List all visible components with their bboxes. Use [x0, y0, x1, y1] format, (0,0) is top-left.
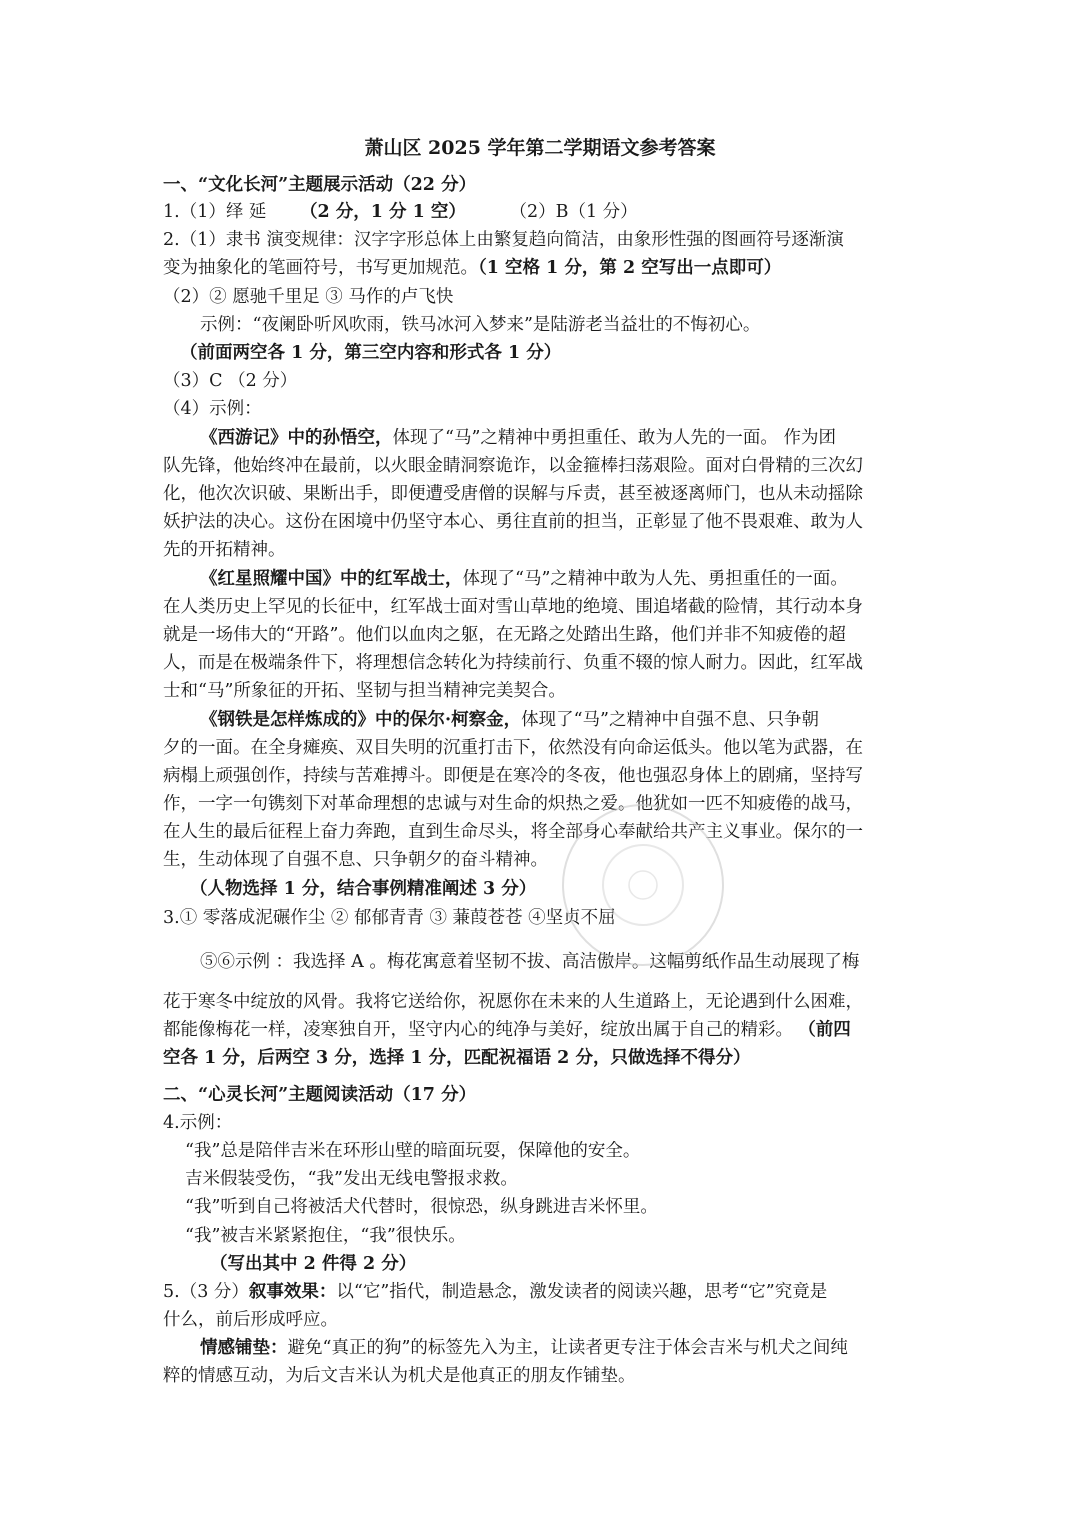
- q2-line-3: （2）② 愿驰千里足 ③ 马作的卢飞快: [163, 287, 454, 307]
- p2-line-4: 人，而是在极端条件下，将理想信念转化为持续前行、负重不辍的惊人耐力。因此，红军战: [163, 653, 863, 673]
- p2-line-1-rest: 体现了“马”之精神中敢为人先、勇担重任的一面。: [462, 569, 848, 589]
- q2-line-2-text: 变为抽象化的笔画符号，书写更加规范。: [163, 258, 478, 278]
- p3-line-3: 病榻上顽强创作，持续与苦难搏斗。即便是在寒冷的冬夜，他也强忍身体上的剧痛，坚持写: [163, 766, 863, 786]
- q2-part-4: （4）示例：: [163, 399, 262, 419]
- q1-part-b: （2）B（1 分）: [509, 202, 638, 222]
- q5-line-3-rest: 避免“真正的狗”的标签先入为主，让读者更专注于体会吉米与机犬之间纯: [287, 1338, 848, 1358]
- q2-score-note: （前面两空各 1 分，第三空内容和形式各 1 分）: [180, 343, 562, 363]
- q5-points: 5.（3 分）: [163, 1282, 249, 1302]
- q3-line-3: 花于寒冬中绽放的风骨。我将它送给你，祝愿你在未来的人生道路上，无论遇到什么困难，: [163, 992, 863, 1012]
- p3-line-2: 夕的一面。在全身瘫痪、双目失明的沉重打击下，依然没有向命运低头。他以笔为武器，在: [163, 738, 863, 758]
- q2-line-2-score: （1 空格 1 分，第 2 空写出一点即可）: [478, 258, 782, 278]
- q4-score: （写出其中 2 件得 2 分）: [210, 1254, 417, 1274]
- p3-character: 《钢铁是怎样炼成的》中的保尔·柯察金，: [200, 710, 522, 730]
- p1-line-2: 队先锋，他始终冲在最前，以火眼金睛洞察诡诈，以金箍棒扫荡艰险。面对白骨精的三次幻: [163, 456, 863, 476]
- q2-line-2: [163, 256, 781, 280]
- p3-line-6: 生，生动体现了自强不息、只争朝夕的奋斗精神。: [163, 850, 548, 870]
- section2-heading: 二、“心灵长河”主题阅读活动（17 分）: [163, 1085, 477, 1105]
- q5-label-1: 叙事效果：: [248, 1282, 337, 1302]
- q1-part-a: 1.（1）绎 延: [163, 202, 267, 222]
- q4-line-3: 吉米假装受伤，“我”发出无线电警报求救。: [185, 1169, 518, 1189]
- q3-line-4-text: 都能像梅花一样，凌寒独自开，坚守内心的纯净与美好，绽放出属于自己的精彩。: [163, 1020, 793, 1040]
- p3-line-5: 在人生的最后征程上奋力奔跑，直到生命尽头，将全部身心奉献给共产主义事业。保尔的一: [163, 822, 863, 842]
- section1-heading: 一、“文化长河”主题展示活动（22 分）: [163, 175, 477, 195]
- q3-line-1: 3.① 零落成泥碾作尘 ② 郁郁青青 ③ 蒹葭苍苍 ④坚贞不屈: [163, 908, 616, 928]
- p2-line-5: 士和“马”所象征的开拓、坚韧与担当精神完美契合。: [163, 681, 566, 701]
- q5-line-4: 粹的情感互动，为后文吉米认为机犬是他真正的朋友作铺垫。: [163, 1366, 636, 1386]
- q5-line-2: 什么，前后形成呼应。: [163, 1310, 338, 1330]
- q4-line-1: 4.示例：: [163, 1113, 233, 1133]
- q2-example: 示例：“夜阑卧听风吹雨，铁马冰河入梦来”是陆游老当益壮的不悔初心。: [200, 315, 761, 335]
- q1-answer: [163, 200, 638, 224]
- q5-line-3: [200, 1336, 848, 1360]
- q5-label-2: 情感铺垫：: [200, 1338, 288, 1358]
- p1-line-4: 妖护法的决心。这份在困境中仍坚守本心、勇往直前的担当，正彰显了他不畏艰难、敢为人: [163, 512, 863, 532]
- q2-part-4-score: （人物选择 1 分，结合事例精准阐述 3 分）: [190, 879, 537, 899]
- q3-line-4: [163, 1018, 851, 1042]
- q5-line-1: [163, 1280, 827, 1304]
- q2-line-1: 2.（1）隶书 演变规律：汉字字形总体上由繁复趋向简洁，由象形性强的图画符号逐渐演: [163, 230, 844, 250]
- q3-line-4-score: （前四: [807, 1020, 851, 1040]
- q3-score-note: 空各 1 分，后两空 3 分，选择 1 分，匹配祝福语 2 分，只做选择不得分）: [163, 1048, 751, 1068]
- q2-part-3: （3）C （2 分）: [163, 371, 298, 391]
- page-title: 萧山区 2025 学年第二学期语文参考答案: [364, 137, 716, 159]
- p2-line-1: [200, 567, 848, 591]
- p3-line-4: 作，一字一句镌刻下对革命理想的忠诚与对生命的炽热之爱。他犹如一匹不知疲倦的战马，: [163, 794, 863, 814]
- q4-line-5: “我”被吉米紧紧抱住，“我”很快乐。: [185, 1226, 466, 1246]
- q5-line-1-rest: 以“它”指代，制造悬念，激发读者的阅读兴趣，思考“它”究竟是: [336, 1282, 828, 1302]
- p2-character: 《红星照耀中国》中的红军战士，: [200, 569, 463, 589]
- q1-score-a: （2 分，1 分 1 空）: [299, 202, 466, 222]
- q4-line-2: “我”总是陪伴吉米在环形山壁的暗面玩耍，保障他的安全。: [185, 1141, 641, 1161]
- p2-line-2: 在人类历史上罕见的长征中，红军战士面对雪山草地的绝境、围追堵截的险情，其行动本身: [163, 597, 863, 617]
- p3-line-1-rest: 体现了“马”之精神中自强不息、只争朝: [521, 710, 819, 730]
- q3-line-2: ⑤⑥示例 ：我选择 A 。梅花寓意着坚韧不拔、高洁傲岸。这幅剪纸作品生动展现了梅: [200, 952, 860, 972]
- watermark-stamp: [548, 790, 738, 980]
- p3-line-1: [200, 708, 819, 732]
- p1-line-1: [200, 426, 836, 450]
- p1-line-5: 先的开拓精神。: [163, 540, 286, 560]
- p1-line-1-rest: 体现了“马”之精神中勇担重任、敢为人先的一面。 作为团: [392, 428, 836, 448]
- p2-line-3: 就是一场伟大的“开路”。他们以血肉之躯，在无路之处踏出生路，他们并非不知疲倦的超: [163, 625, 846, 645]
- q4-line-4: “我”听到自己将被活犬代替时，很惊恐，纵身跳进吉米怀里。: [185, 1197, 658, 1217]
- p1-line-3: 化，他次次识破、果断出手，即便遭受唐僧的误解与斥责，甚至被逐离师门，也从未动摇除: [163, 484, 863, 504]
- p1-character: 《西游记》中的孙悟空，: [200, 428, 393, 448]
